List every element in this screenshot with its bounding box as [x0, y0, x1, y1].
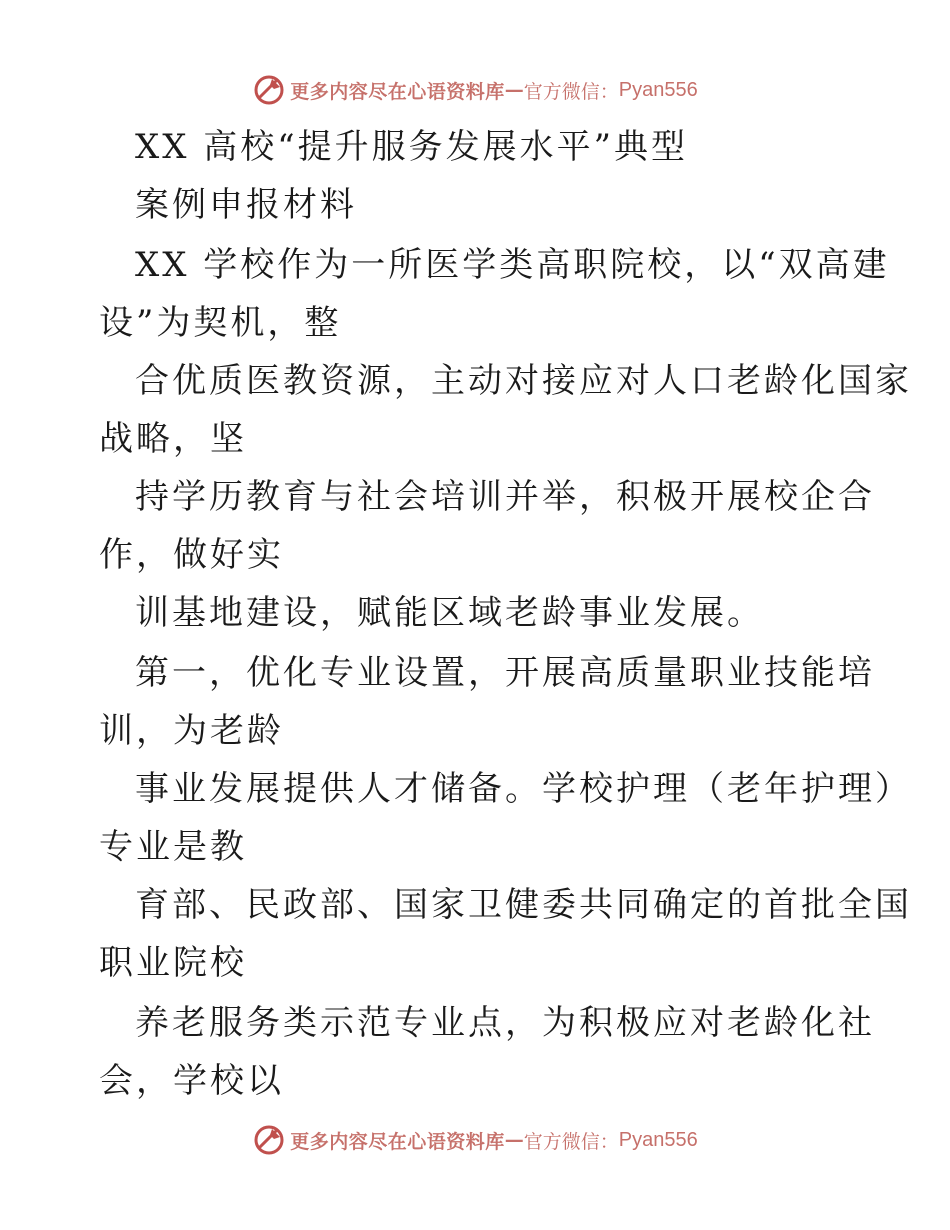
paragraph-line: 养老服务类示范专业点，为积极应对老龄化社 [135, 1003, 875, 1043]
watermark-dash: — [504, 1129, 524, 1151]
paragraph-line: 作，做好实 [99, 535, 284, 575]
title-line-1: XX 高校“提升服务发展水平”典型 [135, 127, 688, 167]
paragraph-line: 职业院校 [99, 943, 247, 983]
watermark-dash: — [504, 79, 524, 101]
paragraph-line: 合优质医教资源，主动对接应对人口老龄化国家 [135, 361, 912, 401]
paragraph-line: XX 学校作为一所医学类高职院校，以“双高建 [135, 245, 890, 285]
paragraph-line: 设”为契机，整 [99, 303, 342, 343]
logo-icon [252, 73, 286, 107]
footer-watermark [0, 1120, 950, 1160]
paragraph-line: 事业发展提供人才储备。学校护理（老年护理） [135, 769, 912, 809]
paragraph-line: 第一，优化专业设置，开展高质量职业技能培 [135, 653, 875, 693]
title-line-2: 案例申报材料 [135, 185, 357, 225]
watermark-text: 更多内容尽在心语资料库 [290, 80, 505, 103]
watermark-text: 更多内容尽在心语资料库 [290, 1130, 505, 1153]
watermark-id: Pyan556 [618, 78, 698, 101]
paragraph-line: 训，为老龄 [99, 711, 284, 751]
logo-icon [252, 1123, 286, 1157]
watermark-label: 官方微信： [523, 1130, 619, 1153]
paragraph-line: 训基地建设，赋能区域老龄事业发展。 [135, 593, 764, 633]
paragraph-line: 持学历教育与社会培训并举，积极开展校企合 [135, 477, 875, 517]
paragraph-line: 会，学校以 [99, 1061, 284, 1101]
watermark-id: Pyan556 [618, 1128, 698, 1151]
header-watermark [0, 70, 950, 110]
paragraph-line: 专业是教 [99, 827, 247, 867]
paragraph-line: 战略，坚 [99, 419, 247, 459]
paragraph-line: 育部、民政部、国家卫健委共同确定的首批全国 [135, 885, 912, 925]
watermark-label: 官方微信： [523, 80, 619, 103]
